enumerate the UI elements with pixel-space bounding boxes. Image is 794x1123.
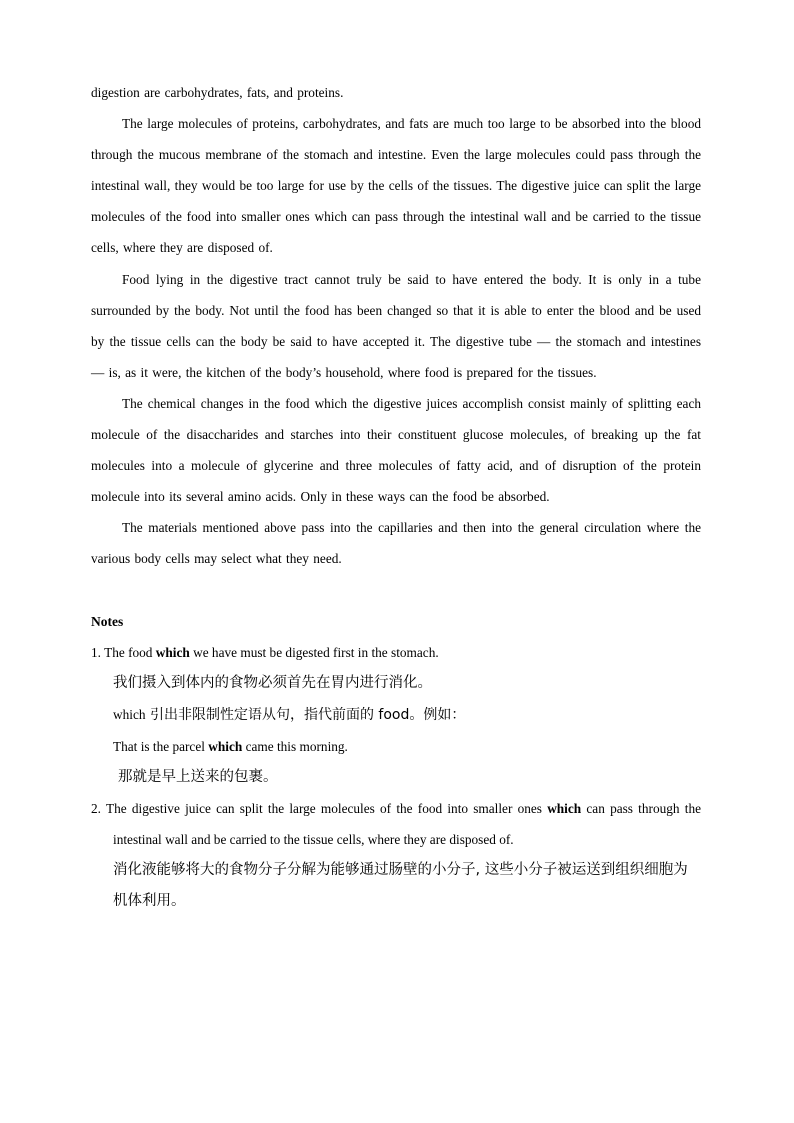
note-2-translation: 消化液能够将大的食物分子分解为能够通过肠壁的小分子, 这些小分子被运送到组织细胞为机体利用。	[113, 862, 688, 910]
paragraph-digestive-tract: Food lying in the digestive tract cannot truly be said to have entered the body. It is only in a tube surrounded by the body. Not until the food has been changed so that it is able to enter the blood and be used by the tissue cells can the body be said to have accepted it. The digestive tube — the stomach and intestines — is, as it were, the kitchen of the body’s household, where food is prepared for the tissues.	[91, 271, 701, 380]
note-1-keyword: which	[155, 644, 190, 660]
paragraph-circulation: The materials mentioned above pass into the capillaries and then into the general circulation where the various body cells may select what they need.	[91, 520, 701, 567]
note-1-example-translation: 那就是早上送来的包裹。	[118, 768, 278, 785]
note-1-translation: 我们摄入到体内的食物必须首先在胃内进行消化。	[113, 674, 432, 691]
document-page	[91, 77, 701, 917]
note-1-explanation	[91, 699, 701, 731]
note-1	[91, 637, 701, 793]
note-2-keyword: which	[547, 801, 582, 817]
paragraph-chemical-changes: The chemical changes in the food which the digestive juices accomplish consist mainly of splitting each molecule of the disaccharides and starches into their constituent glucose molecules, of breaking up the fat molecules into a molecule of glycerine and three molecules of fatty acid, and of disruption of the protein molecule into its several amino acids. Only in these ways can the food be absorbed.	[91, 395, 701, 505]
note-2-text-before: The digestive juice can split the large molecules of the food into smaller ones	[105, 801, 548, 817]
note-1-text-after: we have must be digested first in the stomach.	[189, 644, 439, 660]
paragraph-large-molecules: The large molecules of proteins, carbohydrates, and fats are much too large to be absorbed into the blood through the mucous membrane of the stomach and intestine. Even the large molecules could pass through the intestinal wall, they would be too large for use by the cells of the tissues. The digestive juice can split the large molecules of the food into smaller ones which can pass through the intestinal wall and be carried to the tissue cells, where they are disposed of.	[91, 116, 701, 256]
note-1-explanation-keyword: which	[113, 706, 146, 722]
note-1-example-after: came this morning.	[242, 738, 348, 754]
note-2	[91, 793, 701, 917]
note-1-number: 1.	[91, 644, 101, 660]
note-1-sentence	[91, 637, 701, 668]
note-1-example	[91, 731, 701, 762]
note-1-text-before: The food	[104, 644, 156, 660]
note-2-text-after: can pass through the intestinal wall and be carried to the tissue cells, where they are disposed of.	[113, 801, 701, 848]
paragraph-continuation: digestion are carbohydrates, fats, and proteins.	[91, 85, 344, 100]
note-2-number: 2.	[91, 801, 101, 817]
note-1-example-before: That is the parcel	[113, 738, 209, 754]
note-1-example-keyword: which	[208, 738, 243, 754]
notes-heading: Notes	[91, 613, 124, 629]
note-2-sentence	[91, 793, 701, 855]
note-1-explanation-text: 引出非限制性定语从句，指代前面的 food。例如：	[145, 706, 466, 723]
